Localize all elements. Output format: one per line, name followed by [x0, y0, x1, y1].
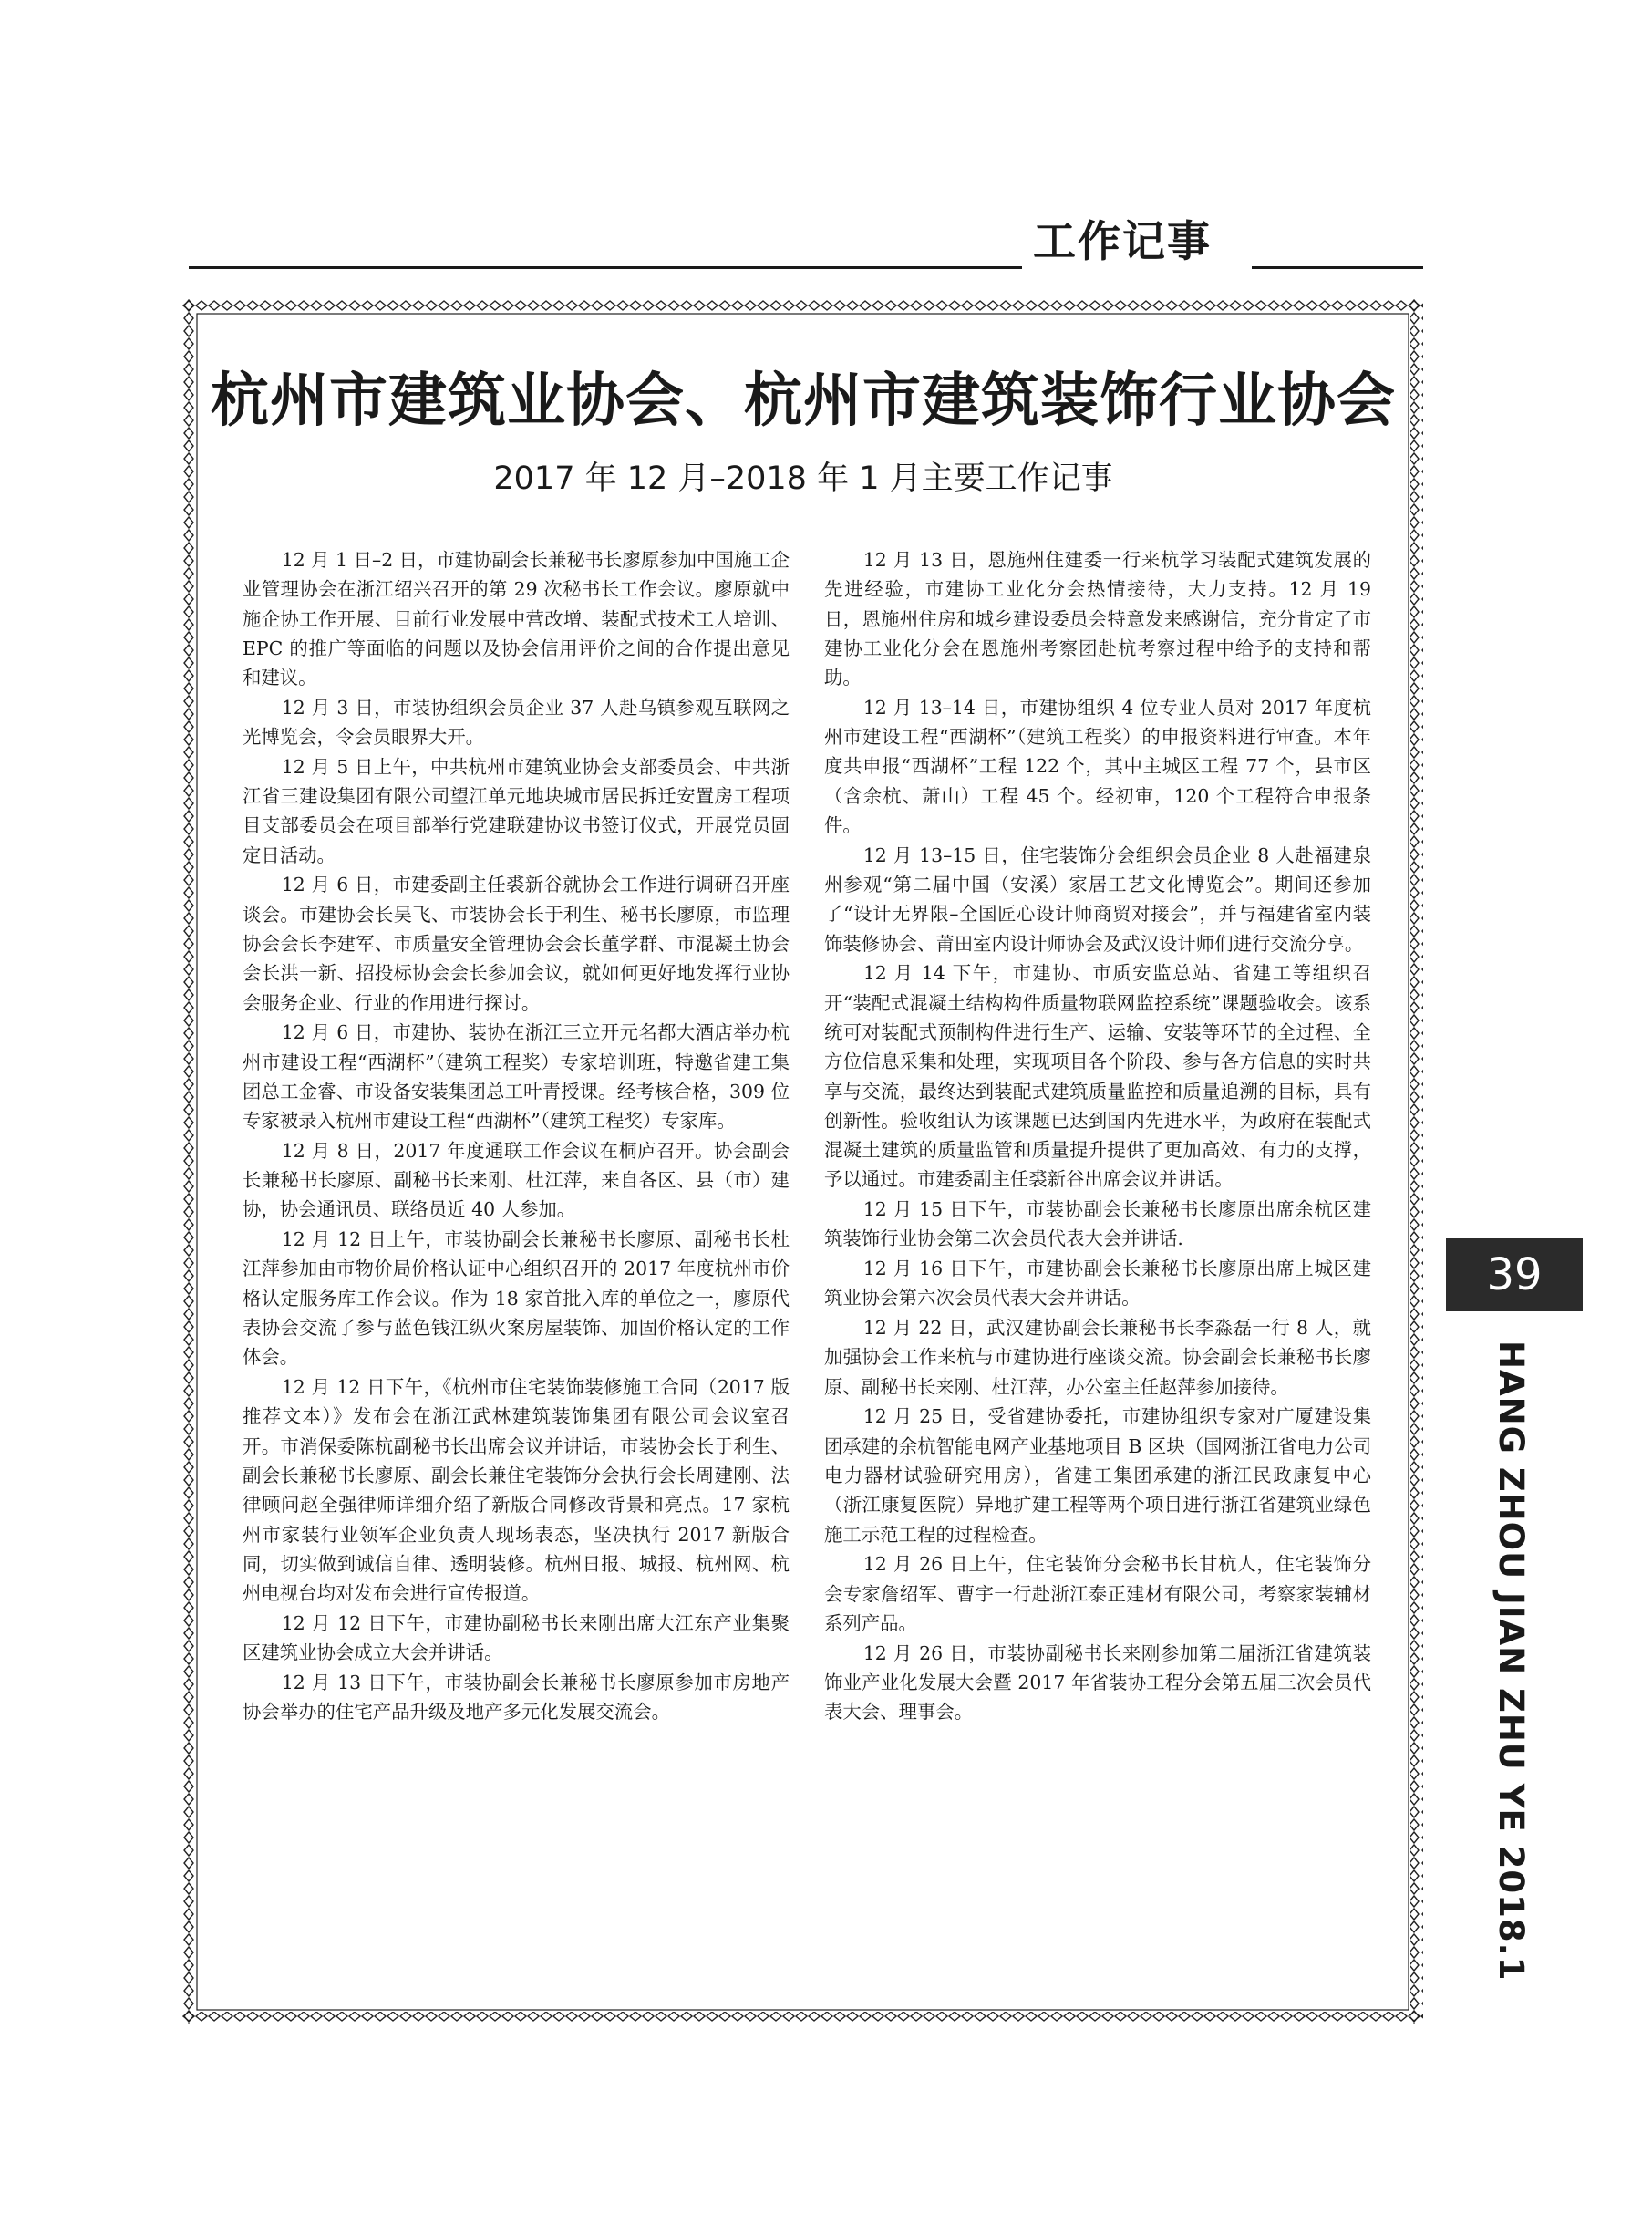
section-title: 工作记事 [1033, 217, 1212, 267]
paragraph: 12 月 12 日上午，市装协副会长兼秘书长廖原、副秘书长杜江萍参加由市物价局价格认证中心组织召开的 2017 年度杭州市价格认定服务库工作会议。作为 18 家首批入库的单位之一，廖原代表协会交流了参与蓝色钱江纵火案房屋装饰、加固价格认定的工作体会。 [243, 1228, 790, 1369]
paragraph: 12 月 13 日下午，市装协副会长兼秘书长廖原参加市房地产协会举办的住宅产品升级及地产多元化发展交流会。 [243, 1671, 790, 1724]
paragraph: 12 月 8 日，2017 年度通联工作会议在桐庐召开。协会副会长兼秘书长廖原、副秘书长来刚、杜江萍，来自各区、县（市）建协，协会通讯员、联络员近 40 人参加。 [243, 1139, 790, 1221]
page-number: 39 [1446, 1238, 1583, 1311]
header-rule-right [1252, 266, 1423, 269]
paragraph: 12 月 13 日，恩施州住建委一行来杭学习装配式建筑发展的先进经验，市建协工业化分会热情接待，大力支持。12 月 19 日，恩施州住房和城乡建设委员会特意发来感谢信，充分肯定了市建协工业化分会在恩施州考察团赴杭考察过程中给予的支持和帮助。 [824, 549, 1371, 689]
paragraph: 12 月 13–15 日，住宅装饰分会组织会员企业 8 人赴福建泉州参观“第二届中国（安溪）家居工艺文化博览会”。期间还参加了“设计无界限–全国匠心设计师商贸对接会”，并与福建省室内装饰装修协会、莆田室内设计师协会及武汉设计师们进行交流分享。 [824, 844, 1371, 955]
article-subtitle: 2017 年 12 月–2018 年 1 月主要工作记事 [493, 461, 1113, 497]
paragraph: 12 月 22 日，武汉建协副会长兼秘书长李淼磊一行 8 人，就加强协会工作来杭与市建协进行座谈交流。协会副会长兼秘书长廖原、副秘书长来刚、杜江萍，办公室主任赵萍参加接待。 [824, 1317, 1371, 1398]
paragraph: 12 月 1 日–2 日，市建协副会长兼秘书长廖原参加中国施工企业管理协会在浙江绍兴召开的第 29 次秘书长工作会议。廖原就中施企协工作开展、目前行业发展中营改增、装配式技术工人培训、EPC 的推广等面临的问题以及协会信用评价之间的合作提出意见和建议。 [243, 549, 790, 689]
paragraph: 12 月 12 日下午，《杭州市住宅装饰装修施工合同（2017 版推荐文本）》发布会在浙江武林建筑装饰集团有限公司会议室召开。市消保委陈杭副秘书长出席会议并讲话，市装协会长于利生、副会长兼秘书长廖原、副会长兼住宅装饰分会执行会长周建刚、法律顾问赵全强律师详细介绍了新版合同修改背景和亮点。17 家杭州市家装行业领军企业负责人现场表态，坚决执行 2017 新版合同，切实做到诚信自律、透明装修。杭州日报、城报、杭州网、杭州电视台均对发布会进行宣传报道。 [243, 1376, 790, 1605]
paragraph: 12 月 25 日，受省建协委托，市建协组织专家对广厦建设集团承建的余杭智能电网产业基地项目 B 区块（国网浙江省电力公司电力器材试验研究用房），省建工集团承建的浙江民政康复中心（浙江康复医院）异地扩建工程等两个项目进行浙江省建筑业绿色施工示范工程的过程检查。 [824, 1405, 1371, 1546]
left-column [243, 545, 790, 1727]
paragraph: 12 月 26 日上午，住宅装饰分会秘书长甘杭人，住宅装饰分会专家詹绍军、曹宇一行赴浙江泰正建材有限公司，考察家装辅材系列产品。 [824, 1553, 1371, 1634]
paragraph: 12 月 3 日，市装协组织会员企业 37 人赴乌镇参观互联网之光博览会，令会员眼界大开。 [243, 696, 790, 749]
paragraph: 12 月 16 日下午，市建协副会长兼秘书长廖原出席上城区建筑业协会第六次会员代表大会并讲话。 [824, 1258, 1371, 1310]
paragraph: 12 月 5 日上午，中共杭州市建筑业协会支部委员会、中共浙江省三建设集团有限公司望江单元地块城市居民拆迁安置房工程项目支部委员会在项目部举行党建联建协议书签订仪式，开展党员固定日活动。 [243, 755, 790, 866]
paragraph: 12 月 12 日下午，市建协副秘书长来刚出席大江东产业集聚区建筑业协会成立大会并讲话。 [243, 1611, 790, 1664]
journal-name [1446, 1341, 1583, 1997]
journal-name-text: HANG ZHOU JIAN ZHU YE 2018.1 [1492, 1341, 1531, 1982]
paragraph: 12 月 6 日，市建协、装协在浙江三立开元名都大酒店举办杭州市建设工程“西湖杯”（建筑工程奖）专家培训班，特邀省建工集团总工金睿、市设备安装集团总工叶青授课。经考核合格，309 位专家被录入杭州市建设工程“西湖杯”（建筑工程奖）专家库。 [243, 1021, 790, 1133]
paragraph: 12 月 13–14 日，市建协组织 4 位专业人员对 2017 年度杭州市建设工程“西湖杯”（建筑工程奖）的申报资料进行审查。本年度共申报“西湖杯”工程 122 个，其中主城区工程 77 个，县市区（含余杭、萧山）工程 45 个。经初审，120 个工程符合申报条件。 [824, 696, 1371, 837]
paragraph: 12 月 15 日下午，市装协副会长兼秘书长廖原出席余杭区建筑装饰行业协会第二次会员代表大会并讲话. [824, 1198, 1371, 1250]
article-title: 杭州市建筑业协会、杭州市建筑装饰行业协会 [211, 367, 1396, 435]
right-column [824, 545, 1371, 1727]
paragraph: 12 月 14 下午，市建协、市质安监总站、省建工等组织召开“装配式混凝土结构构件质量物联网监控系统”课题验收会。该系统可对装配式预制构件进行生产、运输、安装等环节的全过程、全方位信息采集和处理，实现项目各个阶段、参与各方信息的实时共享与交流，最终达到装配式建筑质量监控和质量追溯的目标，具有创新性。验收组认为该课题已达到国内先进水平，为政府在装配式混凝土建筑的质量监管和质量提升提供了更加高效、有力的支撑，予以通过。市建委副主任裘新谷出席会议并讲话。 [824, 962, 1371, 1191]
header-rule-left [189, 266, 1022, 269]
paragraph: 12 月 6 日，市建委副主任裘新谷就协会工作进行调研召开座谈会。市建协会长吴飞、市装协会长于利生、秘书长廖原，市监理协会会长李建军、市质量安全管理协会会长董学群、市混凝土协会会长洪一新、招投标协会会长参加会议，就如何更好地发挥行业协会服务企业、行业的作用进行探讨。 [243, 874, 790, 1014]
paragraph: 12 月 26 日，市装协副秘书长来刚参加第二届浙江省建筑装饰业产业化发展大会暨 2017 年省装协工程分会第五届三次会员代表大会、理事会。 [824, 1641, 1371, 1724]
